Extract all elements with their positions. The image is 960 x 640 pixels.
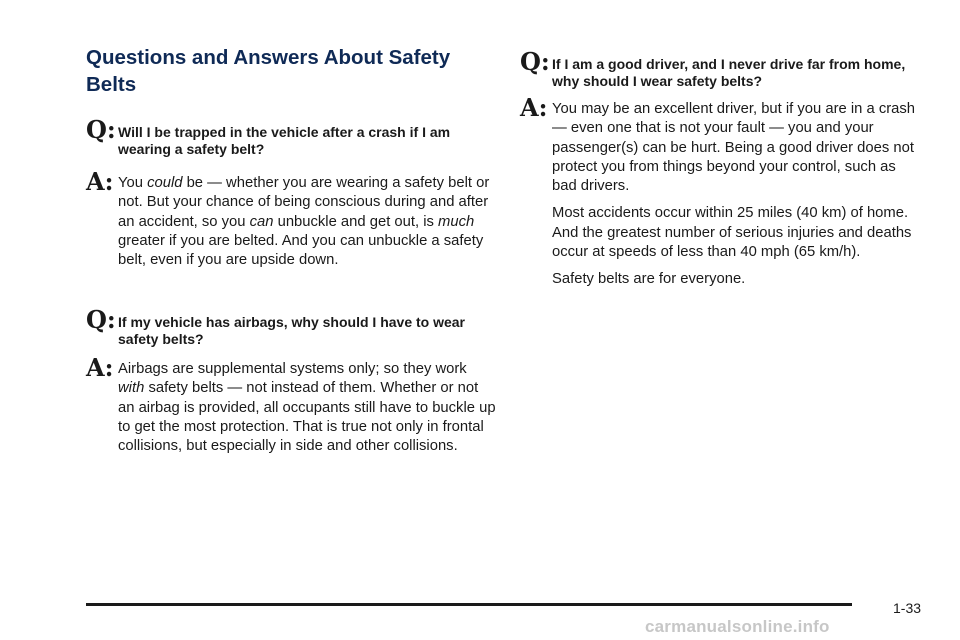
answer-marker: A: [520,93,548,122]
emphasis-text: can [249,213,274,230]
answer-paragraph: Most accidents occur within 25 miles (40 km) of home. And the greatest number of serious injuries and deaths occur at speeds of less than 40 mph (65 km/h). [552,205,912,261]
question-marker: Q: [86,115,116,144]
qa-block-1 [86,115,496,158]
answer-marker: A: [86,353,114,382]
emphasis-text: much [438,213,475,230]
question-text: If I am a good driver, and I never drive far from home, why should I wear safety belts? [552,56,906,89]
answer-text [552,96,920,196]
answer-block-1 [86,167,496,270]
answer-block-3 [520,93,920,290]
question-marker: Q: [520,47,550,76]
question-text: If my vehicle has airbags, why should I have to wear safety belts? [118,314,466,347]
answer-run: You [118,175,148,191]
answer-run: be — whether you are wearing a safety belt or not. But your chance of being conscious during and after an accident, so you [118,175,490,230]
answer-run: greater if you are belted. And you can unbuckle a safety belt, even if you are upside down. [118,232,484,269]
answer-marker: A: [86,167,114,196]
footer-rule [86,603,852,606]
qa-block-2 [86,305,496,348]
answer-block-2 [86,353,496,456]
question-marker: Q: [86,305,116,334]
answer-run: safety belts — not instead of them. Whether or not an airbag is provided, all occupants still have to buckle up to get the most protection. That is true not only in frontal collisions, but especially in side and other collisions. [118,380,496,455]
answer-paragraph: Safety belts are for everyone. [552,271,746,288]
answer-run: unbuckle and get out, is [273,213,439,230]
question-text: Will I be trapped in the vehicle after a crash if I am wearing a safety belt? [118,124,451,157]
page-number: 1-33 [893,600,922,616]
answer-text [118,356,496,456]
answer-text [118,170,496,270]
watermark: carmanualsonline.info [645,617,830,636]
section-heading: Questions and Answers About Safety Belts [86,46,451,96]
emphasis-text: with [118,380,145,397]
answer-run: Airbags are supplemental systems only; so they work [118,361,467,377]
qa-block-3 [520,47,920,90]
answer-run: You may be an excellent driver, but if you are in a crash — even one that is not your fault — you and your passenger(s) can be hurt. Being a good driver does not protect you from things beyond your control, such as bad drivers. [552,101,916,195]
emphasis-text: could [147,175,183,191]
